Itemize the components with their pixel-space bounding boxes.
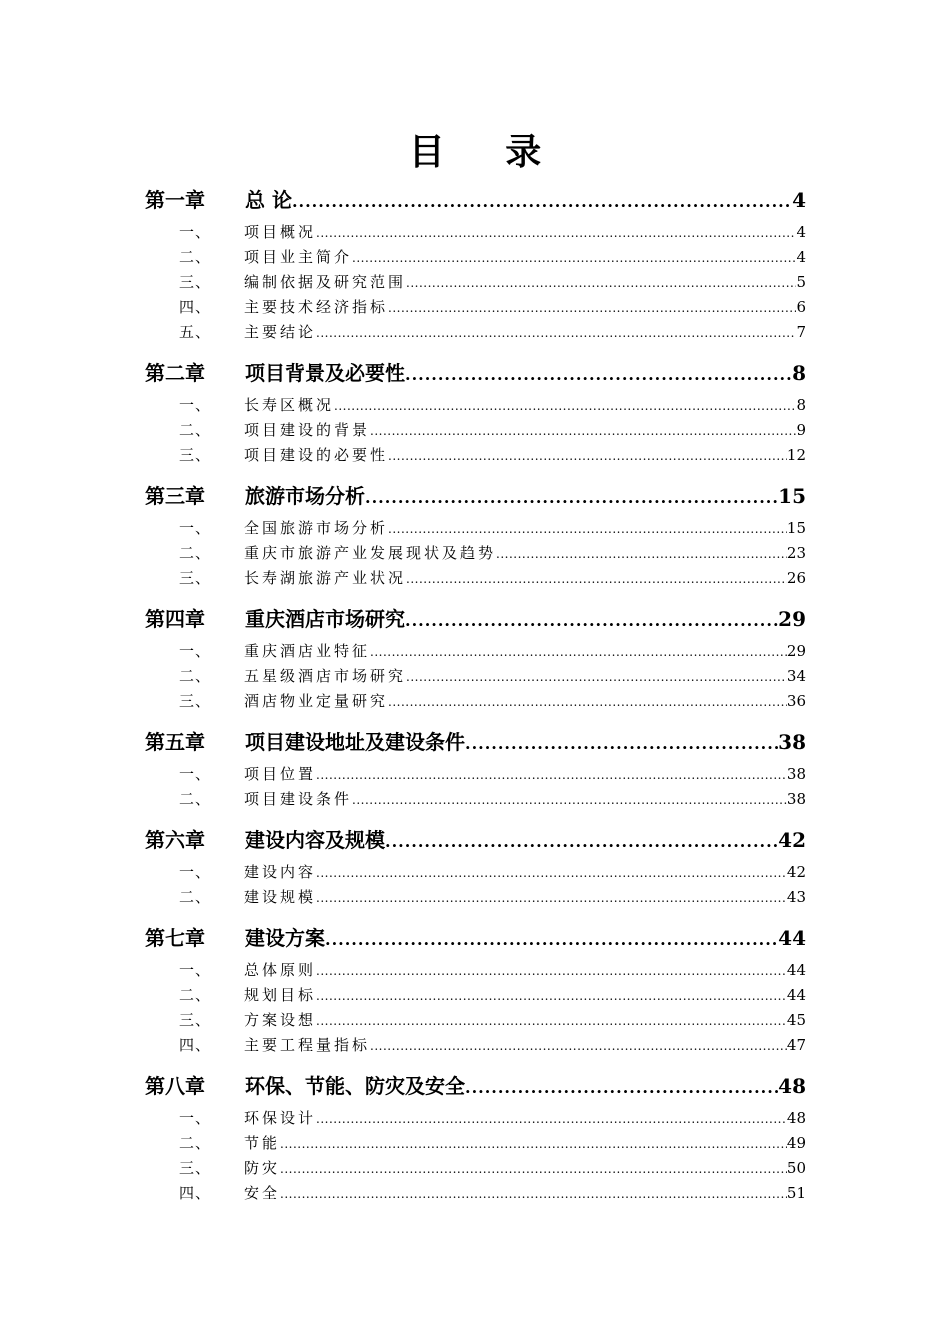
section-number: 一、 — [179, 863, 212, 881]
section-number: 二、 — [179, 986, 212, 1004]
chapter-section-list — [145, 516, 806, 591]
chapter-page-number: 4 — [792, 188, 806, 212]
section-title: 项目概况 — [244, 223, 317, 241]
section-number: 二、 — [179, 421, 212, 439]
section-page-number: 38 — [786, 790, 806, 808]
section-title: 主要技术经济指标 — [244, 298, 389, 316]
dot-leader — [325, 924, 778, 956]
section-title: 全国旅游市场分析 — [244, 519, 389, 537]
toc-chapter-entry[interactable] — [145, 824, 806, 856]
toc-section-entry[interactable] — [145, 787, 806, 812]
chapter-page-number: 44 — [778, 926, 806, 950]
section-page-number: 23 — [786, 544, 806, 562]
section-number: 二、 — [179, 888, 212, 906]
section-title: 规划目标 — [244, 986, 317, 1004]
section-title: 项目建设的背景 — [244, 421, 371, 439]
section-number: 二、 — [179, 790, 212, 808]
section-title: 项目建设的必要性 — [244, 446, 389, 464]
dot-leader — [406, 271, 796, 296]
dot-leader — [370, 419, 796, 444]
toc-section-entry[interactable] — [145, 220, 806, 245]
section-page-number: 44 — [786, 986, 806, 1004]
chapter-title: 建设内容及规模 — [245, 828, 385, 852]
table-of-contents — [145, 184, 806, 1206]
toc-section-entry[interactable] — [145, 1106, 806, 1131]
dot-leader — [316, 1107, 787, 1132]
dot-leader — [406, 567, 787, 592]
chapter-title: 项目建设地址及建设条件 — [245, 730, 465, 754]
dot-leader — [280, 1132, 787, 1157]
page-title: 目 录 — [408, 131, 566, 173]
section-page-number: 12 — [786, 446, 806, 464]
toc-chapter-entry[interactable] — [145, 726, 806, 758]
dot-leader — [388, 517, 787, 542]
section-title: 项目业主简介 — [244, 248, 353, 266]
toc-section-entry[interactable] — [145, 393, 806, 418]
toc-section-entry[interactable] — [145, 270, 806, 295]
chapter-page-number: 15 — [778, 484, 806, 508]
section-page-number: 47 — [786, 1036, 806, 1054]
chapter-title: 建设方案 — [245, 926, 325, 950]
section-title: 安全 — [244, 1184, 281, 1202]
toc-section-entry[interactable] — [145, 1181, 806, 1206]
section-title: 节能 — [244, 1134, 281, 1152]
section-title: 五星级酒店市场研究 — [244, 667, 407, 685]
dot-leader — [406, 665, 787, 690]
chapter-number: 第六章 — [145, 828, 205, 852]
dot-leader — [334, 394, 796, 419]
chapter-number: 第三章 — [145, 484, 205, 508]
section-title: 项目建设条件 — [244, 790, 353, 808]
dot-leader — [370, 640, 787, 665]
section-page-number: 45 — [786, 1011, 806, 1029]
chapter-number: 第二章 — [145, 361, 205, 385]
chapter-title: 总 论 — [245, 188, 292, 212]
section-page-number: 49 — [786, 1134, 806, 1152]
toc-chapter-entry[interactable] — [145, 184, 806, 216]
chapter-page-number: 38 — [778, 730, 806, 754]
dot-leader — [280, 1157, 787, 1182]
section-number: 三、 — [179, 446, 212, 464]
chapter-title: 环保、节能、防灾及安全 — [245, 1074, 465, 1098]
section-page-number: 9 — [796, 421, 806, 439]
chapter-section-list — [145, 762, 806, 812]
section-number: 二、 — [179, 1134, 212, 1152]
section-number: 四、 — [179, 1036, 212, 1054]
toc-section-entry[interactable] — [145, 885, 806, 910]
section-page-number: 29 — [786, 642, 806, 660]
section-page-number: 44 — [786, 961, 806, 979]
dot-leader — [316, 221, 796, 246]
section-page-number: 34 — [786, 667, 806, 685]
chapter-section-list — [145, 1106, 806, 1206]
section-number: 一、 — [179, 519, 212, 537]
dot-leader — [370, 1034, 787, 1059]
dot-leader — [465, 1072, 778, 1104]
section-number: 四、 — [179, 298, 212, 316]
section-number: 三、 — [179, 1011, 212, 1029]
section-title: 项目位置 — [244, 765, 317, 783]
dot-leader — [316, 763, 787, 788]
toc-chapter-entry[interactable] — [145, 480, 806, 512]
dot-leader — [385, 826, 778, 858]
section-page-number: 4 — [796, 248, 806, 266]
section-page-number: 7 — [796, 323, 806, 341]
dot-leader — [388, 296, 796, 321]
toc-chapter-entry[interactable] — [145, 922, 806, 954]
dot-leader — [496, 542, 787, 567]
section-title: 建设规模 — [244, 888, 317, 906]
section-number: 一、 — [179, 1109, 212, 1127]
section-number: 二、 — [179, 544, 212, 562]
section-title: 长寿湖旅游产业状况 — [244, 569, 407, 587]
section-title: 重庆市旅游产业发展现状及趋势 — [244, 544, 497, 562]
section-number: 三、 — [179, 273, 212, 291]
section-page-number: 42 — [786, 863, 806, 881]
toc-section-entry[interactable] — [145, 1033, 806, 1058]
section-title: 编制依据及研究范围 — [244, 273, 407, 291]
section-page-number: 8 — [796, 396, 806, 414]
section-number: 五、 — [179, 323, 212, 341]
dot-leader — [316, 321, 796, 346]
toc-section-entry[interactable] — [145, 958, 806, 983]
dot-leader — [352, 788, 787, 813]
chapter-title: 项目背景及必要性 — [245, 361, 405, 385]
chapter-section-list — [145, 958, 806, 1058]
dot-leader — [388, 444, 787, 469]
toc-section-entry[interactable] — [145, 245, 806, 270]
chapter-section-list — [145, 860, 806, 910]
toc-chapter-entry[interactable] — [145, 357, 806, 389]
section-title: 建设内容 — [244, 863, 317, 881]
toc-section-entry[interactable] — [145, 541, 806, 566]
dot-leader — [352, 246, 796, 271]
section-number: 一、 — [179, 223, 212, 241]
chapter-section-list — [145, 393, 806, 468]
section-title: 环保设计 — [244, 1109, 317, 1127]
dot-leader — [316, 1009, 787, 1034]
chapter-section-list — [145, 220, 806, 345]
dot-leader — [316, 861, 787, 886]
chapter-page-number: 48 — [778, 1074, 806, 1098]
toc-section-entry[interactable] — [145, 1156, 806, 1181]
toc-chapter-entry[interactable] — [145, 1070, 806, 1102]
section-page-number: 26 — [786, 569, 806, 587]
dot-leader — [388, 690, 787, 715]
dot-leader — [405, 605, 778, 637]
section-number: 三、 — [179, 569, 212, 587]
chapter-title: 旅游市场分析 — [245, 484, 365, 508]
section-page-number: 38 — [786, 765, 806, 783]
toc-section-entry[interactable] — [145, 689, 806, 714]
toc-section-entry[interactable] — [145, 443, 806, 468]
toc-section-entry[interactable] — [145, 516, 806, 541]
chapter-number: 第一章 — [145, 188, 205, 212]
section-title: 长寿区概况 — [244, 396, 335, 414]
toc-section-entry[interactable] — [145, 762, 806, 787]
section-title: 防灾 — [244, 1159, 281, 1177]
section-number: 四、 — [179, 1184, 212, 1202]
section-number: 一、 — [179, 396, 212, 414]
chapter-section-list — [145, 639, 806, 714]
section-title: 主要结论 — [244, 323, 317, 341]
toc-section-entry[interactable] — [145, 860, 806, 885]
chapter-page-number: 42 — [778, 828, 806, 852]
section-page-number: 50 — [786, 1159, 806, 1177]
section-page-number: 48 — [786, 1109, 806, 1127]
chapter-number: 第五章 — [145, 730, 205, 754]
section-number: 三、 — [179, 692, 212, 710]
dot-leader — [316, 984, 787, 1009]
section-page-number: 43 — [786, 888, 806, 906]
toc-section-entry[interactable] — [145, 295, 806, 320]
dot-leader — [316, 959, 787, 984]
toc-section-entry[interactable] — [145, 983, 806, 1008]
section-number: 一、 — [179, 765, 212, 783]
dot-leader — [280, 1182, 787, 1207]
section-number: 三、 — [179, 1159, 212, 1177]
section-title: 方案设想 — [244, 1011, 317, 1029]
dot-leader — [465, 728, 778, 760]
section-page-number: 15 — [786, 519, 806, 537]
section-number: 二、 — [179, 248, 212, 266]
section-page-number: 5 — [796, 273, 806, 291]
chapter-title: 重庆酒店市场研究 — [245, 607, 405, 631]
section-page-number: 51 — [786, 1184, 806, 1202]
section-number: 一、 — [179, 642, 212, 660]
chapter-number: 第八章 — [145, 1074, 205, 1098]
chapter-number: 第七章 — [145, 926, 205, 950]
chapter-number: 第四章 — [145, 607, 205, 631]
chapter-page-number: 8 — [792, 361, 806, 385]
dot-leader — [292, 186, 792, 218]
toc-section-entry[interactable] — [145, 639, 806, 664]
section-page-number: 4 — [796, 223, 806, 241]
toc-section-entry[interactable] — [145, 566, 806, 591]
dot-leader — [405, 359, 792, 391]
toc-chapter-entry[interactable] — [145, 603, 806, 635]
toc-section-entry[interactable] — [145, 1131, 806, 1156]
section-title: 酒店物业定量研究 — [244, 692, 389, 710]
chapter-page-number: 29 — [778, 607, 806, 631]
dot-leader — [365, 482, 778, 514]
toc-section-entry[interactable] — [145, 418, 806, 443]
section-title: 主要工程量指标 — [244, 1036, 371, 1054]
section-title: 总体原则 — [244, 961, 317, 979]
dot-leader — [316, 886, 787, 911]
toc-section-entry[interactable] — [145, 664, 806, 689]
section-number: 二、 — [179, 667, 212, 685]
toc-section-entry[interactable] — [145, 1008, 806, 1033]
section-number: 一、 — [179, 961, 212, 979]
section-title: 重庆酒店业特征 — [244, 642, 371, 660]
section-page-number: 36 — [786, 692, 806, 710]
section-page-number: 6 — [796, 298, 806, 316]
toc-section-entry[interactable] — [145, 320, 806, 345]
